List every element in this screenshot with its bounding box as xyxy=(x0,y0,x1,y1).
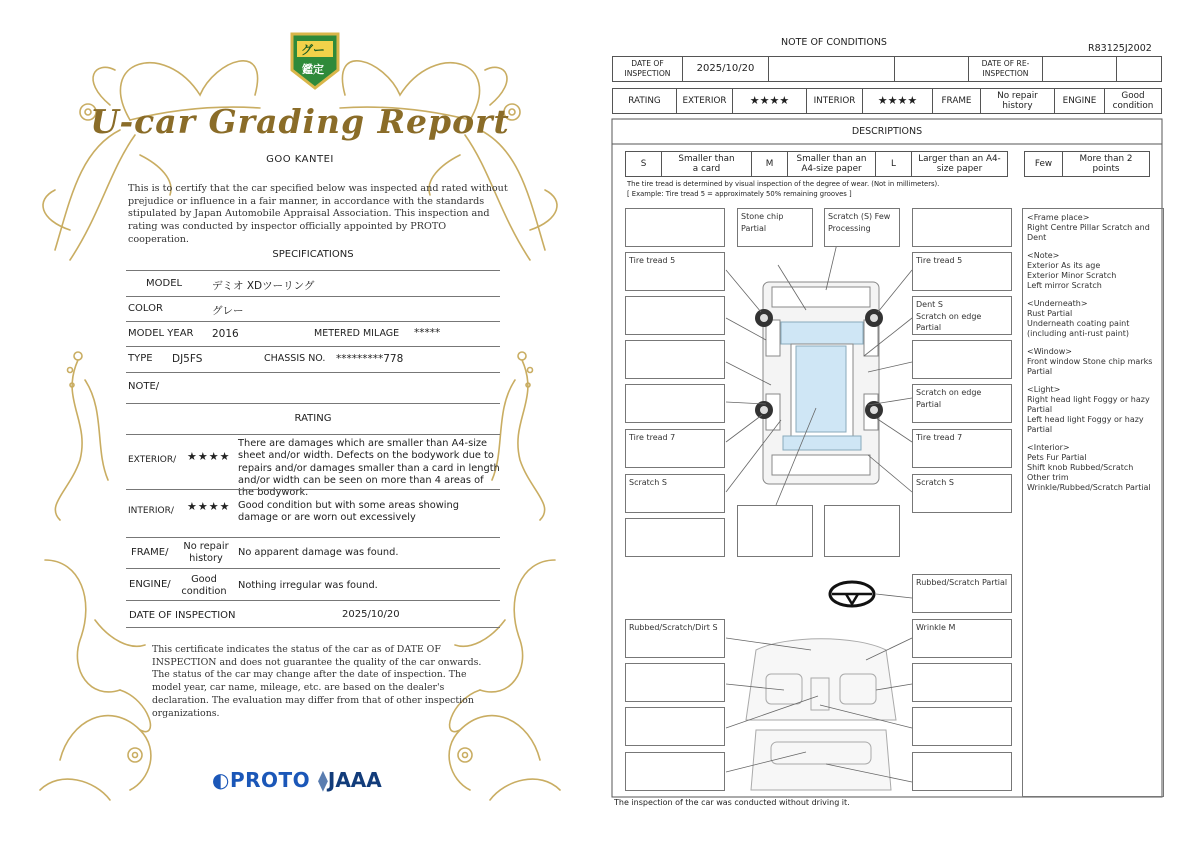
annotation-box xyxy=(625,296,725,335)
annotation-box xyxy=(625,384,725,423)
annotation-tire-front-left: Tire tread 5 xyxy=(625,252,725,291)
divider xyxy=(126,537,500,538)
date-of-inspection-label: DATE OF INSPECTION xyxy=(613,57,683,81)
engine-description: Nothing irregular was found. xyxy=(238,580,378,591)
annotation-box xyxy=(625,518,725,557)
exterior-stars: ★★★★ xyxy=(187,450,231,463)
annotation-box xyxy=(912,663,1012,702)
annotation-tire-rear-right: Tire tread 7 xyxy=(912,429,1012,468)
mileage-label: METERED MILAGE xyxy=(314,328,400,339)
divider xyxy=(126,403,500,404)
inspection-date-label: DATE OF INSPECTION xyxy=(129,610,236,621)
model-label: MODEL xyxy=(146,278,183,289)
type-label: TYPE xyxy=(128,353,153,364)
proto-mark-icon: ◐ xyxy=(212,768,230,792)
annotation-box xyxy=(625,208,725,247)
legend-s: S xyxy=(626,152,662,176)
annotation-scratch-few: Scratch (S) Few Processing xyxy=(824,208,900,247)
jaaa-logo: ⧫JAAA xyxy=(318,768,382,792)
chassis-label: CHASSIS NO. xyxy=(264,353,326,364)
legend-few-desc: More than 2 points xyxy=(1079,153,1133,174)
certificate-intro: This is to certify that the car specified below was inspected and rated without prejudice or influence in a fair manner, in accordance with the standards stipulated by Japan Automobile Appraisal Association. This inspection and rating was conducted by inspector officially appointed by PROTO cooperation. xyxy=(128,183,508,245)
annotation-box xyxy=(737,505,813,557)
annotation-wrinkle: Wrinkle M xyxy=(912,619,1012,658)
model-year-label: MODEL YEAR xyxy=(128,328,194,339)
annotation-tire-rear-left: Tire tread 7 xyxy=(625,429,725,468)
descriptions-heading: DESCRIPTIONS xyxy=(851,126,923,137)
annotation-box xyxy=(912,340,1012,379)
note-group-note: <Note> Exterior As its age Exterior Minor Scratch Left mirror Scratch xyxy=(1027,251,1117,290)
interior-description: Good condition but with some areas showing damage or are worn out excessively xyxy=(238,500,459,524)
annotation-box xyxy=(912,707,1012,746)
divider xyxy=(126,489,500,490)
sheet-reference: R83125J2002 xyxy=(1088,43,1152,54)
engine-label: ENGINE/ xyxy=(129,579,171,590)
legend-few: Few xyxy=(1025,152,1063,176)
rating-row xyxy=(612,88,1162,114)
date-of-reinspection-label: DATE OF RE-INSPECTION xyxy=(969,57,1043,81)
note-group-underneath: <Underneath> Rust Partial Underneath coating paint (including anti-rust paint) xyxy=(1027,299,1130,338)
note-label: NOTE/ xyxy=(128,381,160,392)
rating-heading: RATING xyxy=(294,413,332,424)
date-of-reinspection-value xyxy=(1043,57,1117,81)
frame-value: No repair history xyxy=(183,541,229,565)
annotation-box xyxy=(625,340,725,379)
model-year-value: 2016 xyxy=(212,328,239,340)
annotation-box xyxy=(824,505,900,557)
date-row xyxy=(612,56,1162,82)
type-value: DJ5FS xyxy=(172,353,203,365)
date-of-inspection-value: 2025/10/20 xyxy=(683,57,769,81)
divider xyxy=(126,346,500,347)
certificate-org: GOO KANTEI xyxy=(266,154,334,165)
annotation-box xyxy=(912,208,1012,247)
legend-s-desc: Smaller than a card xyxy=(662,152,752,176)
frame-description: No apparent damage was found. xyxy=(238,547,399,558)
annotation-box xyxy=(625,752,725,791)
legend-l-desc: Larger than an A4-size paper xyxy=(918,153,1001,174)
note-group-frame: <Frame place> Right Centre Pillar Scratch and Dent xyxy=(1027,213,1150,242)
color-value: グレー xyxy=(212,305,244,317)
jaaa-mark-icon: ⧫ xyxy=(318,768,328,792)
sheet-footer: The inspection of the car was conducted without driving it. xyxy=(614,798,850,807)
frame-value: No repair history xyxy=(981,89,1055,113)
divider xyxy=(126,434,500,435)
note-group-light: <Light> Right head light Foggy or hazy Partial Left head light Foggy or hazy Partial xyxy=(1027,385,1150,434)
size-legend xyxy=(625,151,1008,177)
proto-logo: ◐PROTO xyxy=(212,768,311,792)
tire-note-example: [ Example: Tire tread 5 = approximately 50% remaining grooves ] xyxy=(627,190,852,198)
annotation-rubbed-scratch-dirt: Rubbed/Scratch/Dirt S xyxy=(625,619,725,658)
badge-bottom-text: 鑑定 xyxy=(302,63,324,76)
inspection-date-value: 2025/10/20 xyxy=(342,609,400,620)
empty-cell xyxy=(895,57,969,81)
frame-label: FRAME/ xyxy=(131,547,169,558)
divider xyxy=(126,568,500,569)
frame-label: FRAME xyxy=(933,89,981,113)
interior-label: INTERIOR xyxy=(807,89,863,113)
interior-stars: ★★★★ xyxy=(863,89,933,113)
divider xyxy=(126,372,500,373)
exterior-label: EXTERIOR/ xyxy=(128,455,177,465)
annotation-scratch-right: Scratch S xyxy=(912,474,1012,513)
sheet-title: NOTE OF CONDITIONS xyxy=(781,37,887,48)
interior-label: INTERIOR/ xyxy=(128,506,174,516)
divider xyxy=(126,600,500,601)
engine-value: Good condition xyxy=(1112,90,1154,111)
exterior-label: EXTERIOR xyxy=(677,89,733,113)
chassis-value: *********778 xyxy=(336,353,404,365)
mileage-value: ***** xyxy=(414,327,441,339)
note-of-conditions-sheet xyxy=(606,0,1200,848)
specifications-heading: SPECIFICATIONS xyxy=(272,249,354,260)
exterior-description: There are damages which are smaller than A4-size sheet and/or width. Defects on the bodywork due to repairs and/or damages smaller than a card in length and/or width can be seen on more than 4 areas of the bodywork. xyxy=(238,438,500,499)
legend-m-desc: Smaller than an A4-size paper xyxy=(788,152,876,176)
divider xyxy=(126,627,500,628)
tire-note: The tire tread is determined by visual inspection of the degree of wear. (Not in millimeters). xyxy=(627,180,940,188)
empty-cell xyxy=(769,57,895,81)
annotation-box xyxy=(912,752,1012,791)
annotation-scratch-edge: Scratch on edge Partial xyxy=(912,384,1012,423)
engine-label: ENGINE xyxy=(1055,89,1105,113)
note-group-interior: <Interior> Pets Fur Partial Shift knob Rubbed/Scratch Other trim Wrinkle/Rubbed/Scratch Partial xyxy=(1027,443,1151,492)
annotation-tire-front-right: Tire tread 5 xyxy=(912,252,1012,291)
divider xyxy=(126,270,500,271)
legend-m: M xyxy=(752,152,788,176)
note-group-window: <Window> Front window Stone chip marks Partial xyxy=(1027,347,1153,376)
certificate-disclaimer: This certificate indicates the status of the car as of DATE OF INSPECTION and does not guarantee the quality of the car onwards. The status of the car may change after the date of inspection. The model year, car name, mileage, etc. are based on the dealer's declaration. The evaluation may differ from that of other inspection organizations. xyxy=(152,644,482,719)
divider xyxy=(126,321,500,322)
rating-label: RATING xyxy=(613,89,677,113)
engine-value: Good condition xyxy=(181,574,227,598)
annotation-box xyxy=(625,707,725,746)
color-label: COLOR xyxy=(128,303,163,314)
goo-kantei-badge-icon xyxy=(288,30,342,92)
model-value: デミオ XDツーリング xyxy=(212,280,315,292)
condition-notes xyxy=(1022,208,1164,797)
annotation-steering: Rubbed/Scratch Partial xyxy=(912,574,1012,613)
exterior-stars: ★★★★ xyxy=(733,89,807,113)
badge-top-text: グー xyxy=(301,43,326,57)
few-legend xyxy=(1024,151,1150,177)
interior-stars: ★★★★ xyxy=(187,500,231,513)
annotation-dent-scratch: Dent S Scratch on edge Partial xyxy=(912,296,1012,335)
certificate-title: U-car Grading Report xyxy=(90,102,510,141)
empty-cell xyxy=(1117,57,1161,81)
annotation-scratch-left: Scratch S xyxy=(625,474,725,513)
legend-l: L xyxy=(876,152,912,176)
divider xyxy=(126,296,500,297)
annotation-stone-chip: Stone chip Partial xyxy=(737,208,813,247)
annotation-box xyxy=(625,663,725,702)
